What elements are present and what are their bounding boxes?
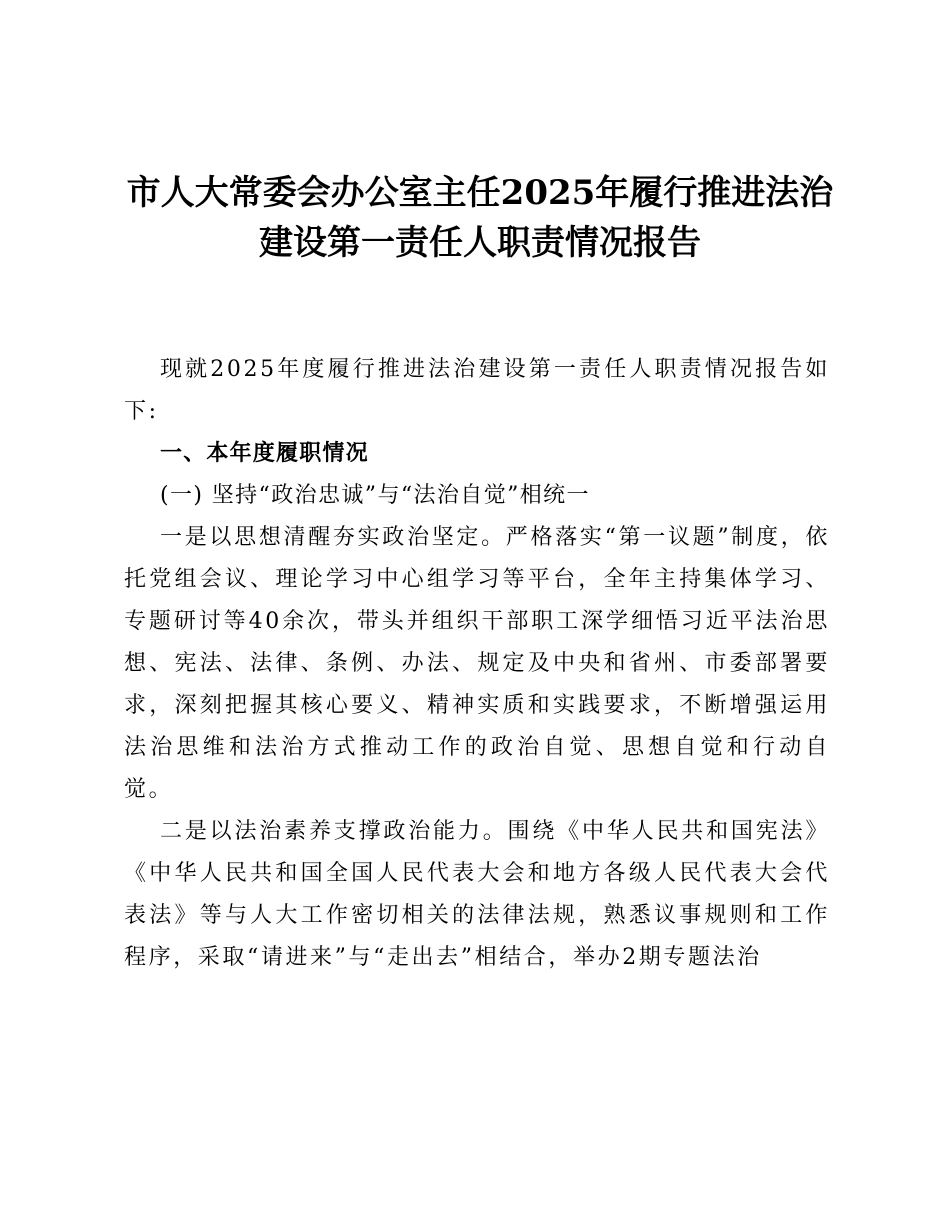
intro-paragraph: 现就2025年度履行推进法治建设第一责任人职责情况报告如下:: [124, 357, 830, 424]
body-paragraph-1: 一是以思想清醒夯实政治坚定。严格落实“第一议题”制度，依托党组会议、理论学习中心组学习等平台，全年主持集体学习、专题研讨等40余次，带头并组织干部职工深学细悟习近平法治思想、宪法、法律、条例、办法、规定及中央和省州、市委部署要求，深刻把握其核心要义、精神实质和实践要求，不断增强运用法治思维和法治方式推动工作的政治自觉、思想自觉和行动自觉。: [124, 525, 830, 802]
document-title: [110, 168, 850, 268]
document-body: [124, 349, 830, 979]
section-heading: 一、本年度履职情况: [160, 441, 369, 466]
title-line-1: 市人大常委会办公室主任2025年履行推进法治: [126, 173, 834, 213]
body-paragraph-2: 二是以法治素养支撑政治能力。围绕《中华人民共和国宪法》《中华人民共和国全国人民代表大会和地方各级人民代表大会代表法》等与人大工作密切相关的法律法规，熟悉议事规则和工作程序，采取“请进来”与“走出去”相结合，举办2期专题法治: [124, 819, 830, 970]
title-line-2: 建设第一责任人职责情况报告: [259, 223, 701, 263]
subsection-heading: (一) 坚持“政治忠诚”与“法治自觉”相统一: [160, 483, 590, 508]
